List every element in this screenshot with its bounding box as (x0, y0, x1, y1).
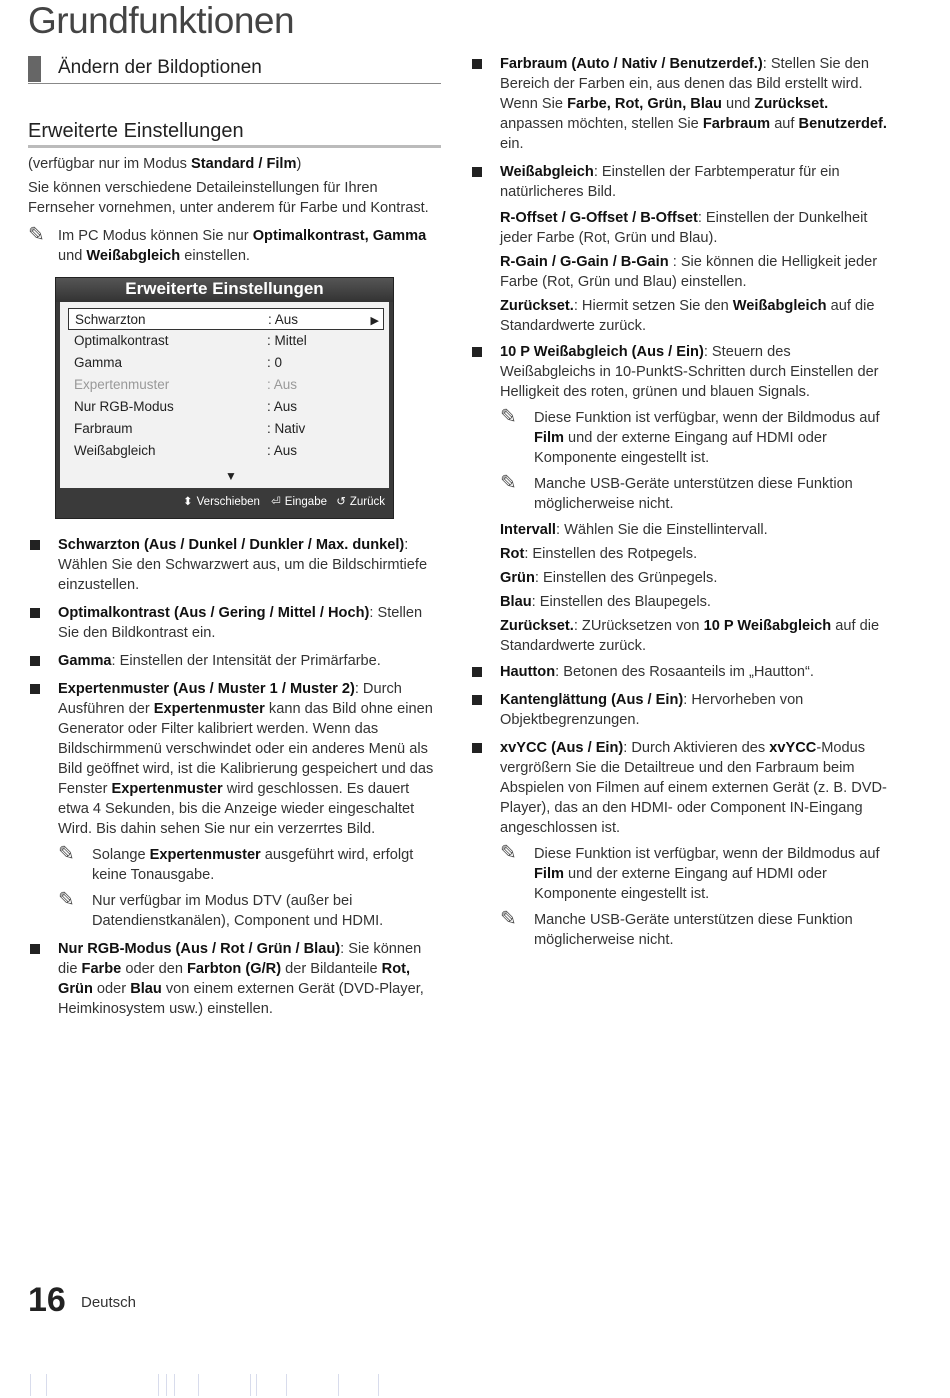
bullet-square (30, 944, 40, 954)
item-nur-rgb-modus: Nur RGB-Modus (Aus / Rot / Grün / Blau): Sie können die Farbe oder den Farbton (G/R) der Bildanteile Rot, Grün oder Blau von einem externen Gerät (DVD-Player, Heimkinosystem usw.) einstellen. (28, 939, 441, 1019)
expert-note-sound: ✎ Solange Expertenmuster ausgeführt wird, erfolgt keine Tonausgabe. (58, 843, 414, 883)
bullet-square (30, 540, 40, 550)
item-optimalkontrast: Optimalkontrast (Aus / Gering / Mittel / Hoch): Stellen Sie den Bildkontrast ein. (28, 603, 441, 643)
bullet-square (472, 347, 482, 357)
scroll-down-icon[interactable]: ▼ (225, 469, 237, 483)
item-10p-weissabgleich: 10 P Weißabgleich (Aus / Ein): Steuern des Weißabgleichs in 10-PunktS-Schritten durch Einstellen der Helligkeit des roten, grünen und blauen Signals. (470, 342, 890, 402)
osd-row-optimalkontrast[interactable]: Optimalkontrast : Mittel (74, 333, 307, 348)
tenp-note-availability: ✎ Diese Funktion ist verfügbar, wenn der Bildmodus auf Film und der externe Eingang auf HDMI oder Komponente eingestellt ist. (500, 406, 880, 466)
footer-move: Verschieben (196, 496, 260, 508)
osd-row-weissabgleich[interactable]: Weißabgleich : Aus (74, 443, 298, 458)
subsection-title: Erweiterte Einstellungen (28, 120, 244, 142)
updown-icon: ⬍ (183, 496, 193, 508)
pc-mode-note: ✎ Im PC Modus können Sie nur Optimalkontrast, Gamma und Weißabgleich einstellen. (28, 224, 427, 264)
pencil-icon: ✎ (500, 908, 517, 930)
item-blau: Blau: Einstellen des Blaupegels. (500, 594, 711, 610)
bullet-square (472, 695, 482, 705)
item-offset: R-Offset / G-Offset / B-Offset: Einstellen der Dunkelheit jeder Farbe (Rot, Grün und Blau). (500, 210, 868, 246)
intro-description: Sie können verschiedene Detaileinstellungen für Ihren Fernseher vornehmen, unter anderem für Farbe und Kontrast. (28, 180, 429, 216)
item-weissabgleich: Weißabgleich: Einstellen der Farbtemperatur für ein natürlicheres Bild. (470, 162, 890, 202)
item-reset-10p: Zurückset.: ZUrücksetzen von 10 P Weißabgleich auf die Standardwerte zurück. (500, 618, 880, 654)
item-gruen: Grün: Einstellen des Grünpegels. (500, 570, 718, 586)
osd-row-farbraum[interactable]: Farbraum : Nativ (74, 421, 306, 436)
right-column (470, 54, 890, 950)
osd-row-schwarzton[interactable]: Schwarzton : Aus ▶ (68, 308, 384, 330)
chapter-title: Grundfunktionen (28, 0, 295, 41)
footer-enter: Eingabe (284, 496, 327, 508)
osd-footer (179, 494, 385, 510)
page-number: 16 (28, 1281, 66, 1319)
page-language: Deutsch (81, 1294, 137, 1311)
bullet-square (30, 684, 40, 694)
bullet-square (472, 667, 482, 677)
footer-back: Zurück (349, 496, 385, 508)
left-items (28, 535, 441, 1019)
item-intervall: Intervall: Wählen Sie die Einstellintervall. (500, 522, 768, 538)
xvycc-note-availability: ✎ Diese Funktion ist verfügbar, wenn der Bildmodus auf Film und der externe Eingang auf HDMI oder Komponente eingestellt ist. (500, 842, 880, 902)
item-gamma: Gamma: Einstellen der Intensität der Primärfarbe. (28, 651, 441, 671)
osd-row-nur-rgb-modus[interactable]: Nur RGB-Modus : Aus (74, 399, 298, 414)
item-farbraum: Farbraum (Auto / Nativ / Benutzerdef.): Stellen Sie den Bereich der Farben ein, aus denen das Bild erstellt wird. Wenn Sie Farbe, Rot, Grün, Blau und Zurückset. anpassen möchten, stellen Sie Farbraum auf Benutzerdef. ein. (470, 54, 890, 154)
item-reset: Zurückset.: Hiermit setzen Sie den Weißabgleich auf die Standardwerte zurück. (500, 298, 875, 334)
left-intro (28, 154, 441, 266)
arrow-right-icon: ▶ (370, 315, 379, 327)
pencil-icon: ✎ (500, 842, 517, 864)
section-title: Ändern der Bildoptionen (58, 57, 262, 78)
subsection-header (28, 118, 441, 148)
item-rot: Rot: Einstellen des Rotpegels. (500, 546, 698, 562)
pencil-icon: ✎ (500, 472, 517, 494)
bullet-square (472, 743, 482, 753)
tenp-note-usb: ✎ Manche USB-Geräte unterstützen diese Funktion möglicherweise nicht. (500, 472, 853, 512)
item-kantenglaettung: Kantenglättung (Aus / Ein): Hervorheben von Objektbegrenzungen. (470, 690, 890, 730)
bullet-square (472, 59, 482, 69)
pencil-icon: ✎ (28, 224, 45, 246)
item-xvycc: xvYCC (Aus / Ein): Durch Aktivieren des xvYCC-Modus vergrößern Sie die Detailtreue und den Farbraum beim Abspielen von Filmen auf einem externen Gerät (z. B. DVD-Player), das an den HDMI- oder Component IN-Eingang angeschlossen ist. (470, 738, 890, 838)
osd-body (60, 302, 389, 488)
pencil-icon: ✎ (58, 889, 75, 911)
bullet-square (30, 608, 40, 618)
item-gain: R-Gain / G-Gain / B-Gain : Sie können die Helligkeit jeder Farbe (Rot, Grün und Blau) einstellen. (500, 254, 878, 290)
item-expertenmuster: Expertenmuster (Aus / Muster 1 / Muster 2): Durch Ausführen der Expertenmuster kann das Bild ohne einen Generator oder Filter kalibriert werden. Wenn das Bildschirmmenü verschwindet oder ein anderes Menü als Bild geöffnet wird, ist die Kalibrierung gespeichert und das Fenster Expertenmuster wird geschlossen. Es dauert etwa 4 Sekunden, bis die Anzeige wieder eingeschaltet Wird. Bis dahin sehen Sie nur ein verzerrtes Bild. (28, 679, 441, 839)
osd-menu (55, 277, 394, 519)
item-schwarzton: Schwarzton (Aus / Dunkel / Dunkler / Max. dunkel): Wählen Sie den Schwarzwert aus, um die Bildschirmtiefe einzustellen. (28, 535, 441, 595)
section-marker (28, 56, 41, 82)
enter-icon: ⏎ (271, 496, 281, 508)
pencil-icon: ✎ (500, 406, 517, 428)
pencil-icon: ✎ (58, 843, 75, 865)
print-marks (28, 1374, 428, 1396)
osd-title: Erweiterte Einstellungen (56, 278, 393, 302)
osd-row-gamma[interactable]: Gamma : 0 (74, 355, 283, 370)
bullet-square (30, 656, 40, 666)
bullet-square (472, 167, 482, 177)
section-header (28, 54, 441, 84)
xvycc-note-usb: ✎ Manche USB-Geräte unterstützen diese Funktion möglicherweise nicht. (500, 908, 853, 948)
item-hautton: Hautton: Betonen des Rosaanteils im „Hautton“. (470, 662, 890, 682)
expert-note-availability: ✎ Nur verfügbar im Modus DTV (außer bei Datendienstkanälen), Component und HDMI. (58, 889, 384, 929)
mode-availability: (verfügbar nur im Modus Standard / Film) (28, 156, 302, 172)
osd-row-expertenmuster[interactable]: Expertenmuster : Aus (74, 377, 298, 392)
return-icon: ↺ (336, 496, 346, 508)
